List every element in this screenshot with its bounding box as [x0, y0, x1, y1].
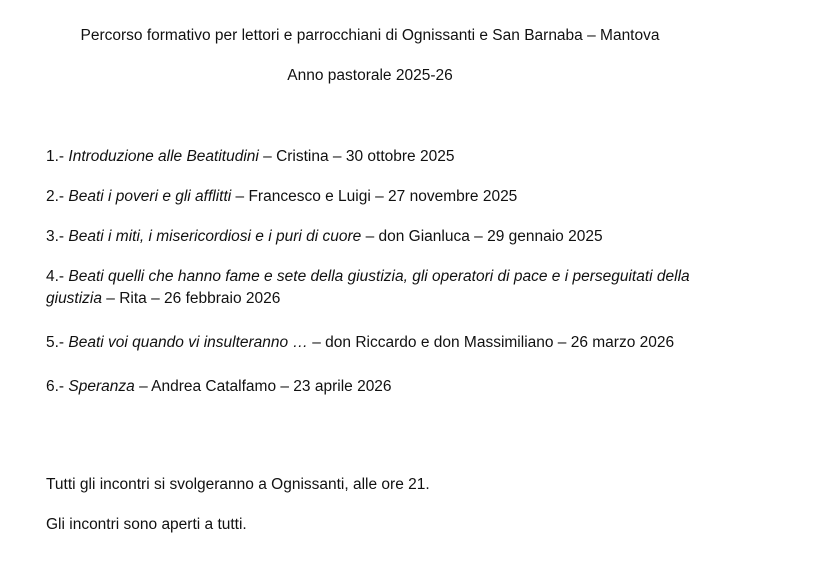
meeting-item-4 — [46, 266, 706, 310]
item-number: 2.- — [46, 188, 65, 205]
item-number: 4.- — [46, 268, 65, 285]
item-details: – Andrea Catalfamo – 23 aprile 2026 — [134, 378, 392, 395]
item-details: – Rita – 26 febbraio 2026 — [102, 290, 281, 307]
meeting-list — [46, 146, 706, 416]
item-details: – don Gianluca – 29 gennaio 2025 — [361, 228, 603, 245]
item-topic: Beati quelli che hanno fame e sete della giustizia, gli operatori di pace e i perseguitati della giustizia — [46, 268, 690, 307]
meeting-item-3 — [46, 226, 706, 248]
item-number: 3.- — [46, 228, 65, 245]
item-topic: Beati i poveri e gli afflitti — [68, 188, 232, 205]
item-number: 1.- — [46, 148, 65, 165]
meeting-item-6 — [46, 376, 706, 398]
item-details: – don Riccardo e don Massimiliano – 26 marzo 2026 — [307, 334, 675, 351]
item-topic: Speranza — [68, 378, 135, 395]
meeting-item-1 — [46, 146, 706, 168]
item-number: 6.- — [46, 378, 65, 395]
meeting-item-5 — [46, 332, 706, 354]
location-note: Tutti gli incontri si svolgeranno a Ognissanti, alle ore 21. — [46, 476, 430, 493]
item-topic: Beati i miti, i misericordiosi e i puri di cuore — [68, 228, 362, 245]
meeting-item-2 — [46, 186, 706, 208]
open-note: Gli incontri sono aperti a tutti. — [46, 516, 247, 533]
document-subtitle: Anno pastorale 2025-26 — [287, 67, 453, 84]
item-topic: Beati voi quando vi insulteranno … — [68, 334, 308, 351]
item-details: – Cristina – 30 ottobre 2025 — [258, 148, 455, 165]
document-title: Percorso formativo per lettori e parrocchiani di Ognissanti e San Barnaba – Mantova — [80, 27, 660, 44]
item-number: 5.- — [46, 334, 65, 351]
item-details: – Francesco e Luigi – 27 novembre 2025 — [231, 188, 518, 205]
item-topic: Introduzione alle Beatitudini — [68, 148, 259, 165]
notes-section — [46, 474, 746, 554]
